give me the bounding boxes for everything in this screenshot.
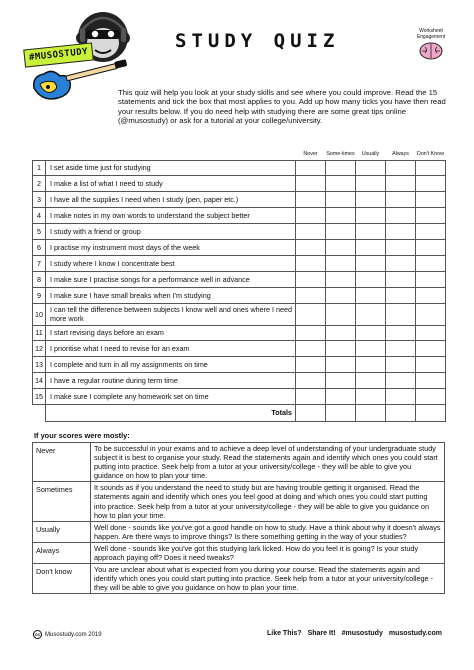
- tick-box[interactable]: [356, 192, 386, 208]
- header-number: [33, 140, 46, 160]
- quiz-row: [33, 389, 446, 405]
- tick-box[interactable]: [326, 325, 356, 341]
- tick-box[interactable]: [386, 255, 416, 271]
- statement-text: I set aside time just for studying: [46, 160, 296, 176]
- statement-text: I have a regular routine during term time: [46, 373, 296, 389]
- tick-box[interactable]: [356, 255, 386, 271]
- total-box[interactable]: [296, 404, 326, 421]
- tick-box[interactable]: [416, 176, 446, 192]
- quiz-table: [32, 140, 446, 422]
- tick-box[interactable]: [296, 160, 326, 176]
- tick-box[interactable]: [386, 224, 416, 240]
- tick-box[interactable]: [296, 224, 326, 240]
- tick-box[interactable]: [386, 160, 416, 176]
- row-number: 5: [33, 224, 46, 240]
- score-label: Usually: [33, 521, 91, 542]
- tick-box[interactable]: [416, 389, 446, 405]
- row-number: 10: [33, 303, 46, 325]
- tick-box[interactable]: [326, 271, 356, 287]
- tag-line-1: Worksheet: [419, 28, 443, 34]
- quiz-row: [33, 271, 446, 287]
- row-number: 1: [33, 160, 46, 176]
- header-usually: Usually: [356, 140, 386, 160]
- tick-box[interactable]: [296, 325, 326, 341]
- score-row: [33, 564, 445, 594]
- tick-box[interactable]: [326, 357, 356, 373]
- score-label: Never: [33, 443, 91, 482]
- row-number: 3: [33, 192, 46, 208]
- tick-box[interactable]: [296, 208, 326, 224]
- tick-box[interactable]: [416, 271, 446, 287]
- tick-box[interactable]: [386, 176, 416, 192]
- tick-box[interactable]: [296, 341, 326, 357]
- tick-box[interactable]: [296, 287, 326, 303]
- tick-box[interactable]: [296, 192, 326, 208]
- score-row: [33, 521, 445, 542]
- like-text: Like This?: [266, 630, 302, 637]
- tick-box[interactable]: [356, 389, 386, 405]
- statement-text: I start revising days before an exam: [46, 325, 296, 341]
- tick-box[interactable]: [416, 239, 446, 255]
- tick-box[interactable]: [326, 341, 356, 357]
- intro-text: This quiz will help you look at your study skills and see where you could improve. Read the 15 statements and tick the box that most applies to you. Add up how many ticks you have then read your results below. If you do need help with studying there are some great tips online (@musostudy) or ask for a tutorial at your college/university.: [118, 88, 446, 126]
- quiz-row: [33, 208, 446, 224]
- row-number: 4: [33, 208, 46, 224]
- header-never: Never: [296, 140, 326, 160]
- quiz-row: [33, 325, 446, 341]
- total-box[interactable]: [356, 404, 386, 421]
- tick-box[interactable]: [326, 239, 356, 255]
- row-number: 9: [33, 287, 46, 303]
- row-number: 6: [33, 239, 46, 255]
- tick-box[interactable]: [386, 341, 416, 357]
- statement-text: I study with a friend or group: [46, 224, 296, 240]
- tick-box[interactable]: [356, 325, 386, 341]
- header-statement: [46, 140, 296, 160]
- total-box[interactable]: [386, 404, 416, 421]
- logo: [22, 8, 132, 100]
- tick-box[interactable]: [416, 208, 446, 224]
- total-box[interactable]: [416, 404, 446, 421]
- tick-box[interactable]: [326, 287, 356, 303]
- tick-box[interactable]: [326, 373, 356, 389]
- tick-box[interactable]: [386, 287, 416, 303]
- row-number: 14: [33, 373, 46, 389]
- score-text: Well done - sounds like you've got this studying lark licked. How do you feel it is going? Is your study approach paying off? Does it need tweaks?: [91, 542, 445, 563]
- tick-box[interactable]: [326, 176, 356, 192]
- score-row: [33, 482, 445, 521]
- guitar-icon: [30, 58, 130, 102]
- quiz-row: [33, 160, 446, 176]
- scores-table: [32, 442, 445, 594]
- tick-box[interactable]: [386, 357, 416, 373]
- tick-box[interactable]: [386, 271, 416, 287]
- tick-box[interactable]: [416, 373, 446, 389]
- tick-box[interactable]: [296, 239, 326, 255]
- statement-text: I make sure I complete any homework set on time: [46, 389, 296, 405]
- quiz-header-row: [33, 140, 446, 160]
- hashtag-badge: #MUSOSTUDY: [23, 42, 94, 67]
- tick-box[interactable]: [356, 160, 386, 176]
- tick-box[interactable]: [416, 325, 446, 341]
- statement-text: I make sure I practise songs for a performance well in advance: [46, 271, 296, 287]
- tick-box[interactable]: [296, 357, 326, 373]
- totals-label: Totals: [46, 404, 296, 421]
- statement-text: I have all the supplies I need when I study (pen, paper etc.): [46, 192, 296, 208]
- tick-box[interactable]: [356, 224, 386, 240]
- statement-text: I prioritise what I need to revise for an exam: [46, 341, 296, 357]
- statement-text: I study where I know I concentrate best: [46, 255, 296, 271]
- tick-box[interactable]: [296, 373, 326, 389]
- quiz-row: [33, 239, 446, 255]
- tick-box[interactable]: [356, 176, 386, 192]
- tag-line-2: Engagement: [416, 34, 446, 40]
- tick-box[interactable]: [416, 192, 446, 208]
- quiz-row: [33, 255, 446, 271]
- quiz-row: [33, 192, 446, 208]
- statement-text: I complete and turn in all my assignments on time: [46, 357, 296, 373]
- tick-box[interactable]: [386, 325, 416, 341]
- tick-box[interactable]: [386, 192, 416, 208]
- header-dont-know: Don't Know: [416, 140, 446, 160]
- quiz-row: [33, 303, 446, 325]
- footer-site: musostudy.com: [388, 630, 442, 637]
- brain-icon: [419, 42, 443, 60]
- footer-copyright: [33, 630, 102, 639]
- totals-spacer: [33, 404, 46, 421]
- tick-box[interactable]: [356, 373, 386, 389]
- score-label: Sometimes: [33, 482, 91, 521]
- tick-box[interactable]: [386, 373, 416, 389]
- row-number: 13: [33, 357, 46, 373]
- tick-box[interactable]: [356, 239, 386, 255]
- copyright-text: Musostudy.com 2019: [45, 631, 102, 638]
- page-title: STUDY QUIZ: [175, 30, 340, 52]
- row-number: 2: [33, 176, 46, 192]
- score-text: Well done - sounds like you've got a good handle on how to study. Have a think about why it doesn't always happen. Are there ways to improve things? Is there something getting in the way of your studies?: [91, 521, 445, 542]
- quiz-row: [33, 373, 446, 389]
- score-text: You are unclear about what is expected from you during your course. Read the statements again and identify which ones you could start putting into practice. Seek help from a tutor at your university/college - they will be able to give you guidance on how to plan your time.: [91, 564, 445, 594]
- header-always: Always: [386, 140, 416, 160]
- tick-box[interactable]: [386, 389, 416, 405]
- tick-box[interactable]: [386, 208, 416, 224]
- score-row: [33, 443, 445, 482]
- tick-box[interactable]: [416, 287, 446, 303]
- tick-box[interactable]: [356, 341, 386, 357]
- row-number: 7: [33, 255, 46, 271]
- score-text: To be successful in your exams and to achieve a deep level of understanding of your undergraduate study subject it is best to organise your study. Read the statements again and identify which ones you could start putting into practice. Seek help from a tutor at your university/college - they will be able to give you guidance on how to plan your time.: [91, 443, 445, 482]
- tick-box[interactable]: [356, 287, 386, 303]
- tick-box[interactable]: [416, 303, 446, 325]
- footer-share: [267, 630, 442, 637]
- tick-box[interactable]: [326, 160, 356, 176]
- quiz-row: [33, 357, 446, 373]
- total-box[interactable]: [326, 404, 356, 421]
- row-number: 8: [33, 271, 46, 287]
- quiz-row: [33, 176, 446, 192]
- quiz-row: [33, 224, 446, 240]
- totals-row: [33, 404, 446, 421]
- tick-box[interactable]: [296, 389, 326, 405]
- tick-box[interactable]: [356, 271, 386, 287]
- statement-text: I can tell the difference between subjects I know well and ones where I need more work: [46, 303, 296, 325]
- tick-box[interactable]: [296, 271, 326, 287]
- tick-box[interactable]: [326, 255, 356, 271]
- tick-box[interactable]: [326, 192, 356, 208]
- tick-box[interactable]: [416, 357, 446, 373]
- statement-text: I make notes in my own words to understand the subject better: [46, 208, 296, 224]
- worksheet-tag: [406, 28, 456, 65]
- tick-box[interactable]: [386, 303, 416, 325]
- tick-box[interactable]: [416, 341, 446, 357]
- tick-box[interactable]: [386, 239, 416, 255]
- share-text: Share It!: [307, 630, 336, 637]
- row-number: 11: [33, 325, 46, 341]
- row-number: 12: [33, 341, 46, 357]
- tick-box[interactable]: [326, 389, 356, 405]
- score-label: Don't know: [33, 564, 91, 594]
- creative-commons-icon: cc: [34, 632, 40, 637]
- tick-box[interactable]: [416, 255, 446, 271]
- quiz-row: [33, 287, 446, 303]
- statement-text: I make sure I have small breaks when I'm studying: [46, 287, 296, 303]
- footer-hashtag: #musostudy: [341, 630, 383, 637]
- tick-box[interactable]: [296, 176, 326, 192]
- score-text: It sounds as if you understand the need to study but are having trouble getting it organised. Read the statements again and identify which ones you feel good at doing and which ones you could start putting into practice. Seek help from a tutor at your university/college - they will be able to give you guidance on how to plan your time.: [91, 482, 445, 521]
- tick-box[interactable]: [326, 303, 356, 325]
- tick-box[interactable]: [356, 208, 386, 224]
- tick-box[interactable]: [356, 303, 386, 325]
- statement-text: I practise my instrument most days of the week: [46, 239, 296, 255]
- header-sometimes: Some-times: [326, 140, 356, 160]
- score-label: Always: [33, 542, 91, 563]
- tick-box[interactable]: [296, 303, 326, 325]
- tick-box[interactable]: [416, 224, 446, 240]
- quiz-row: [33, 341, 446, 357]
- tick-box[interactable]: [326, 208, 356, 224]
- tick-box[interactable]: [326, 224, 356, 240]
- statement-text: I make a list of what I need to study: [46, 176, 296, 192]
- row-number: 15: [33, 389, 46, 405]
- scores-heading: If your scores were mostly:: [34, 431, 130, 440]
- score-row: [33, 542, 445, 563]
- tick-box[interactable]: [356, 357, 386, 373]
- tick-box[interactable]: [296, 255, 326, 271]
- tick-box[interactable]: [416, 160, 446, 176]
